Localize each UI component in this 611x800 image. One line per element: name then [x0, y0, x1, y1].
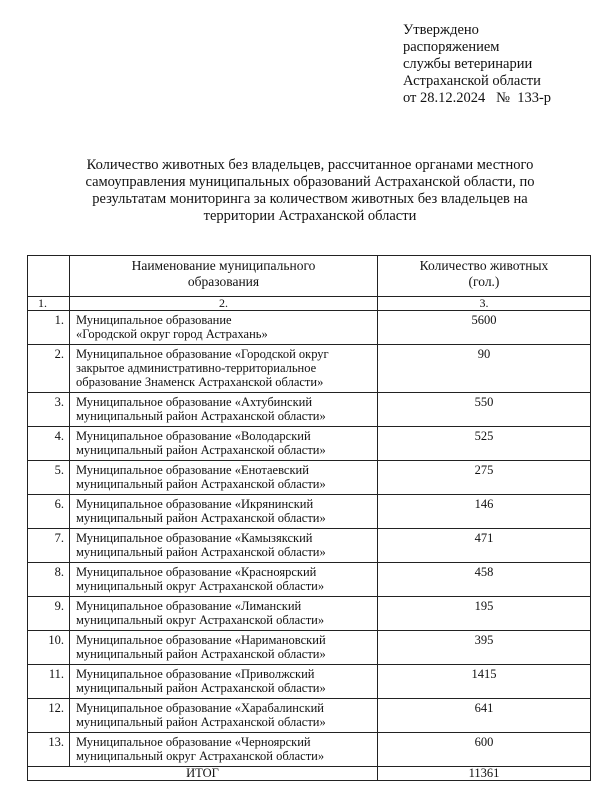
row-quantity: 195	[378, 597, 591, 631]
row-name	[70, 665, 378, 699]
row-name-line: муниципальный округ Астраханской области»	[76, 613, 325, 627]
table-row	[28, 393, 591, 427]
column-number: 2.	[70, 297, 378, 311]
row-name-line: муниципальный район Астраханской области»	[76, 545, 326, 559]
row-name-line: Муниципальное образование «Городской округ	[76, 347, 329, 361]
row-index: 5.	[28, 461, 70, 495]
table-row	[28, 495, 591, 529]
row-name-line: «Городской округ город Астрахань»	[76, 327, 268, 341]
table-row	[28, 699, 591, 733]
row-name	[70, 529, 378, 563]
row-index: 2.	[28, 345, 70, 393]
row-name-line: Муниципальное образование «Ахтубинский	[76, 395, 313, 409]
row-name-line: Муниципальное образование «Володарский	[76, 429, 311, 443]
row-name	[70, 345, 378, 393]
row-name-line: Муниципальное образование	[76, 313, 232, 327]
row-index: 7.	[28, 529, 70, 563]
document-title	[30, 157, 590, 225]
row-name-line: Муниципальное образование «Наримановский	[76, 633, 326, 647]
row-name-line: муниципальный район Астраханской области»	[76, 647, 326, 661]
total-quantity: 11361	[378, 767, 591, 781]
row-quantity: 458	[378, 563, 591, 597]
row-quantity: 525	[378, 427, 591, 461]
row-name-line: Муниципальное образование «Енотаевский	[76, 463, 309, 477]
header-index-cell	[28, 256, 70, 297]
row-name	[70, 495, 378, 529]
header-name-cell	[70, 256, 378, 297]
row-name	[70, 311, 378, 345]
row-quantity: 1415	[378, 665, 591, 699]
table-row	[28, 461, 591, 495]
column-numbering-row	[28, 297, 591, 311]
header-qty-line: (гол.)	[468, 274, 500, 289]
row-name	[70, 461, 378, 495]
row-quantity: 600	[378, 733, 591, 767]
title-line: территории Астраханской области	[203, 208, 417, 224]
row-index: 3.	[28, 393, 70, 427]
approval-line: распоряжением	[403, 39, 500, 55]
row-name-line: Муниципальное образование «Икрянинский	[76, 497, 314, 511]
row-quantity: 275	[378, 461, 591, 495]
row-name-line: Муниципальное образование «Лиманский	[76, 599, 302, 613]
row-name	[70, 427, 378, 461]
row-index: 6.	[28, 495, 70, 529]
row-name	[70, 631, 378, 665]
row-name-line: закрытое административно-территориальное	[76, 361, 317, 375]
table-row	[28, 733, 591, 767]
row-index: 4.	[28, 427, 70, 461]
approval-line: службы ветеринарии	[403, 56, 533, 72]
total-row	[28, 767, 591, 781]
header-qty-cell	[378, 256, 591, 297]
row-quantity: 146	[378, 495, 591, 529]
row-name-line: муниципальный район Астраханской области»	[76, 681, 326, 695]
row-quantity: 641	[378, 699, 591, 733]
row-name-line: Муниципальное образование «Приволжский	[76, 667, 315, 681]
title-line: Количество животных без владельцев, рассчитанное органами местного	[86, 157, 534, 173]
row-name	[70, 733, 378, 767]
row-name-line: Муниципальное образование «Красноярский	[76, 565, 317, 579]
row-quantity: 5600	[378, 311, 591, 345]
table-row	[28, 563, 591, 597]
row-index: 11.	[28, 665, 70, 699]
table-row	[28, 345, 591, 393]
row-name-line: муниципальный район Астраханской области»	[76, 477, 326, 491]
row-name-line: муниципальный район Астраханской области»	[76, 715, 326, 729]
row-index: 1.	[28, 311, 70, 345]
approval-line: Астраханской области	[403, 73, 541, 89]
title-line: результатам мониторинга за количеством животных без владельцев на	[92, 191, 528, 207]
approval-stamp	[403, 22, 603, 107]
header-name-line: Наименование муниципального	[131, 258, 316, 273]
column-number: 1.	[28, 297, 70, 311]
title-line: самоуправления муниципальных образований Астраханской области, по	[85, 174, 535, 190]
row-quantity: 90	[378, 345, 591, 393]
header-qty-line: Количество животных	[419, 258, 549, 273]
animals-table	[27, 255, 591, 781]
row-name-line: муниципальный район Астраханской области»	[76, 443, 326, 457]
approval-line: Утверждено	[403, 22, 479, 38]
row-name	[70, 393, 378, 427]
row-name	[70, 597, 378, 631]
row-name	[70, 699, 378, 733]
row-name-line: Муниципальное образование «Черноярский	[76, 735, 311, 749]
header-name-line: образования	[187, 274, 260, 289]
total-label: ИТОГ	[28, 767, 378, 781]
row-index: 9.	[28, 597, 70, 631]
row-index: 10.	[28, 631, 70, 665]
table-row	[28, 529, 591, 563]
row-name-line: муниципальный район Астраханской области»	[76, 409, 326, 423]
row-index: 8.	[28, 563, 70, 597]
row-name-line: муниципальный округ Астраханской области»	[76, 579, 325, 593]
table-row	[28, 665, 591, 699]
row-name-line: Муниципальное образование «Харабалинский	[76, 701, 324, 715]
row-name-line: муниципальный округ Астраханской области»	[76, 749, 325, 763]
row-name-line: Муниципальное образование «Камызякский	[76, 531, 313, 545]
table-row	[28, 427, 591, 461]
row-index: 13.	[28, 733, 70, 767]
row-name	[70, 563, 378, 597]
approval-line: от 28.12.2024 № 133-р	[403, 90, 552, 106]
table-row	[28, 311, 591, 345]
table-row	[28, 597, 591, 631]
row-quantity: 471	[378, 529, 591, 563]
row-name-line: образование Знаменск Астраханской области»	[76, 375, 324, 389]
column-number: 3.	[378, 297, 591, 311]
table-body	[28, 297, 591, 781]
table-row	[28, 631, 591, 665]
row-name-line: муниципальный район Астраханской области»	[76, 511, 326, 525]
row-quantity: 395	[378, 631, 591, 665]
row-quantity: 550	[378, 393, 591, 427]
table-header-row	[28, 256, 591, 297]
row-index: 12.	[28, 699, 70, 733]
